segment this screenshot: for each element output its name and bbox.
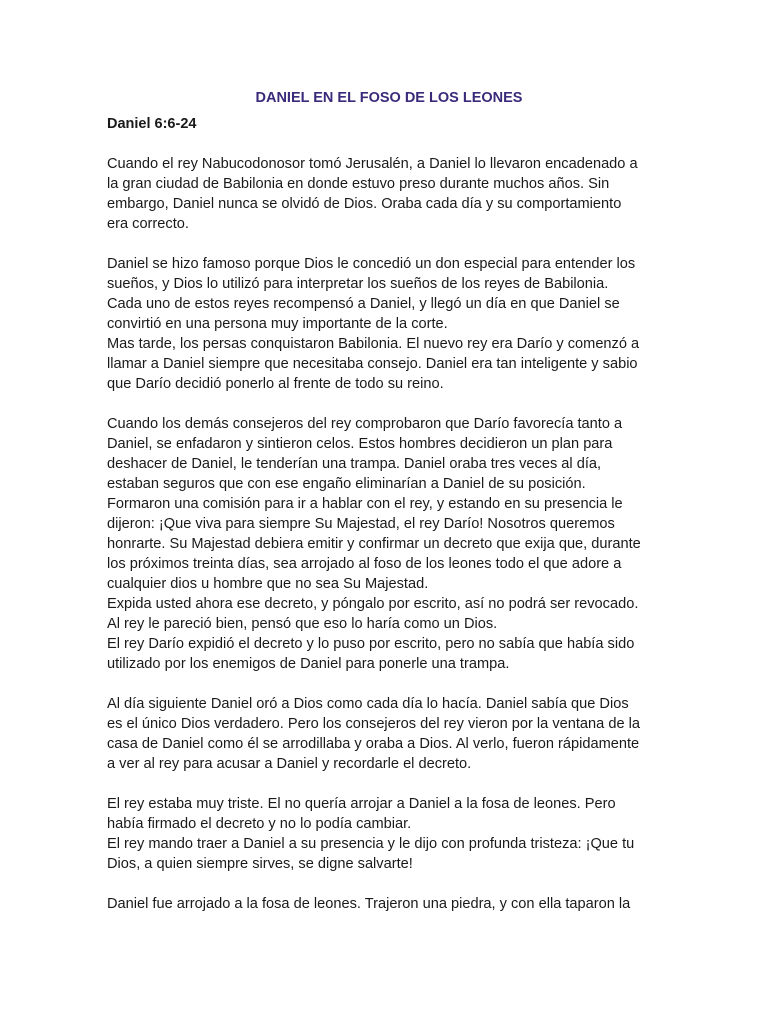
text-line: honrarte. Su Majestad debiera emitir y confirmar un decreto que exija que, durante	[107, 536, 641, 552]
paragraph	[107, 794, 659, 874]
text-line: los próximos treinta días, sea arrojado al foso de los leones todo el que adore a	[107, 556, 622, 572]
text-line: deshacer de Daniel, le tenderían una trampa. Daniel oraba tres veces al día,	[107, 456, 602, 472]
text-line: convirtió en una persona muy importante de la corte.	[107, 316, 448, 332]
text-line: El rey estaba muy triste. El no quería arrojar a Daniel a la fosa de leones. Pero	[107, 796, 616, 812]
text-line: había firmado el decreto y no lo podía cambiar.	[107, 816, 412, 832]
document-body	[107, 154, 659, 914]
text-line: Al día siguiente Daniel oró a Dios como cada día lo hacía. Daniel sabía que Dios	[107, 696, 629, 712]
text-line: El rey mando traer a Daniel a su presencia y le dijo con profunda tristeza: ¡Que tu	[107, 836, 635, 852]
text-line: utilizado por los enemigos de Daniel para ponerle una trampa.	[107, 656, 510, 672]
text-line: a ver al rey para acusar a Daniel y recordarle el decreto.	[107, 756, 472, 772]
text-line: Mas tarde, los persas conquistaron Babilonia. El nuevo rey era Darío y comenzó a	[107, 336, 640, 352]
text-line: Daniel, se enfadaron y sintieron celos. Estos hombres decidieron un plan para	[107, 436, 613, 452]
text-line: Expida usted ahora ese decreto, y póngalo por escrito, así no podrá ser revocado.	[107, 596, 639, 612]
text-line: El rey Darío expidió el decreto y lo puso por escrito, pero no sabía que había sido	[107, 636, 635, 652]
text-line: casa de Daniel como él se arrodillaba y oraba a Dios. Al verlo, fueron rápidamente	[107, 736, 640, 752]
text-line: que Darío decidió ponerlo al frente de todo su reino.	[107, 376, 444, 392]
paragraph	[107, 694, 659, 774]
text-line: Dios, a quien siempre sirves, se digne salvarte!	[107, 856, 413, 872]
text-line: Cuando los demás consejeros del rey comprobaron que Darío favorecía tanto a	[107, 416, 623, 432]
paragraph	[107, 254, 659, 394]
text-line: cualquier dios u hombre que no sea Su Majestad.	[107, 576, 429, 592]
paragraph	[107, 154, 659, 234]
document-page	[107, 88, 659, 934]
paragraph	[107, 894, 659, 914]
text-line: embargo, Daniel nunca se olvidó de Dios. Oraba cada día y su comportamiento	[107, 196, 622, 212]
text-line: era correcto.	[107, 216, 189, 232]
text-line: Formaron una comisión para ir a hablar con el rey, y estando en su presencia le	[107, 496, 623, 512]
text-line: Cada uno de estos reyes recompensó a Daniel, y llegó un día en que Daniel se	[107, 296, 620, 312]
text-line: sueños, y Dios lo utilizó para interpretar los sueños de los reyes de Babilonia.	[107, 276, 609, 292]
text-line: la gran ciudad de Babilonia en donde estuvo preso durante muchos años. Sin	[107, 176, 610, 192]
text-line: dijeron: ¡Que viva para siempre Su Majestad, el rey Darío! Nosotros queremos	[107, 516, 615, 532]
paragraph	[107, 414, 659, 674]
text-line: estaban seguros que con ese engaño eliminarían a Daniel de su posición.	[107, 476, 586, 492]
text-line: Daniel fue arrojado a la fosa de leones. Trajeron una piedra, y con ella taparon la	[107, 896, 631, 912]
text-line: Al rey le pareció bien, pensó que eso lo haría como un Dios.	[107, 616, 498, 632]
text-line: Cuando el rey Nabucodonosor tomó Jerusalén, a Daniel lo llevaron encadenado a	[107, 156, 638, 172]
text-line: es el único Dios verdadero. Pero los consejeros del rey vieron por la ventana de la	[107, 716, 640, 732]
text-line: llamar a Daniel siempre que necesitaba consejo. Daniel era tan inteligente y sabio	[107, 356, 638, 372]
scripture-reference: Daniel 6:6-24	[107, 116, 197, 132]
text-line: Daniel se hizo famoso porque Dios le concedió un don especial para entender los	[107, 256, 636, 272]
document-title: DANIEL EN EL FOSO DE LOS LEONES	[255, 90, 523, 106]
